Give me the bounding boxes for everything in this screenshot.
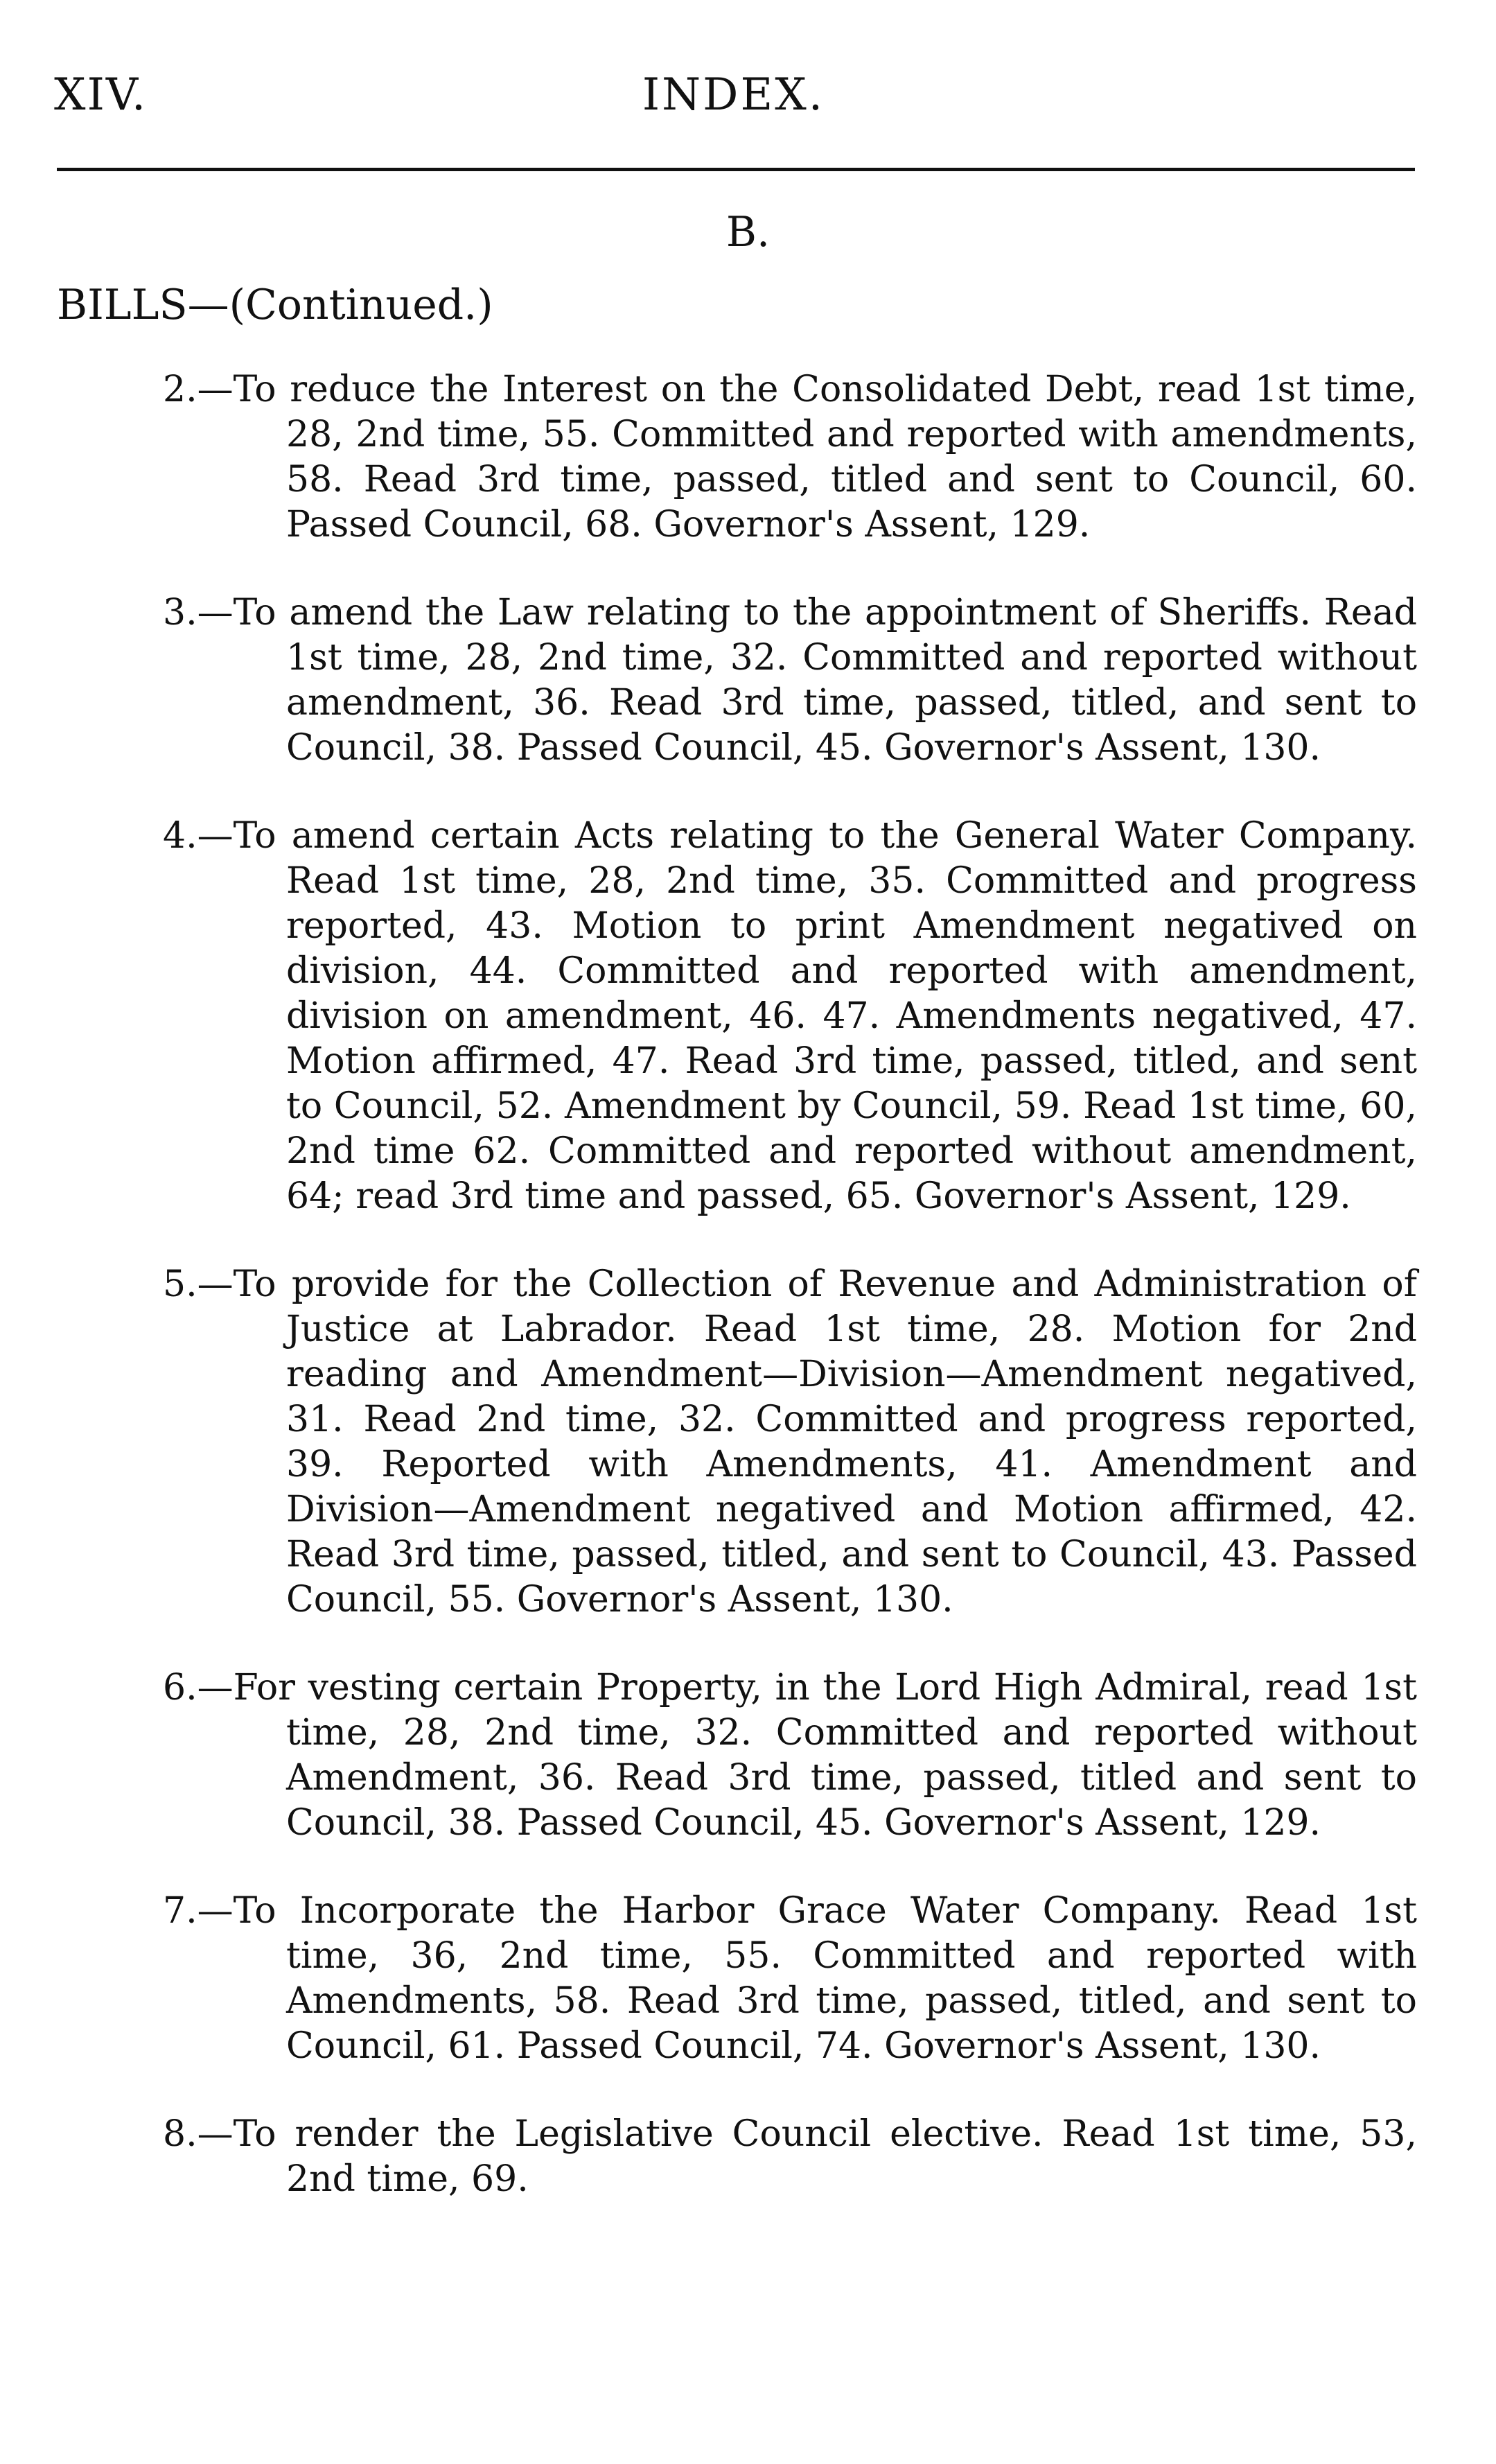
running-head <box>54 69 1413 125</box>
bill-entries <box>163 367 1417 2245</box>
bill-entry-3: 3.—To amend the Law relating to the appointment of Sheriffs. Read 1st time, 28, 2nd time, 32. Committed and reported without amendment, 36. Read 3rd time, passed, titled, and sent to Council, 38. Passed Council, 45. Governor's Assent, 130. <box>163 592 1417 769</box>
page-folio: XIV. <box>54 69 148 121</box>
header-rule <box>57 168 1415 171</box>
page-title: INDEX. <box>642 69 825 121</box>
bill-entry-6: 6.—For vesting certain Property, in the Lord High Admiral, read 1st time, 28, 2nd time, 32. Committed and reported without Amendment, 36. Read 3rd time, passed, titled and sent to Council, 38. Passed Council, 45. Governor's Assent, 129. <box>163 1667 1417 1844</box>
bill-entry-2: 2.—To reduce the Interest on the Consolidated Debt, read 1st time, 28, 2nd time, 55. Committed and reported with amendments, 58. Read 3rd time, passed, titled and sent to Council, 60. Passed Council, 68. Governor's Assent, 129. <box>163 369 1417 545</box>
bill-entry-7: 7.—To Incorporate the Harbor Grace Water Company. Read 1st time, 36, 2nd time, 55. Committed and reported with Amendments, 58. Read 3rd time, passed, titled, and sent to Council, 61. Passed Council, 74. Governor's Assent, 130. <box>163 1890 1417 2067</box>
section-heading: BILLS—(Continued.) <box>57 281 493 329</box>
section-letter: B. <box>725 208 771 256</box>
bill-entry-4: 4.—To amend certain Acts relating to the General Water Company. Read 1st time, 28, 2nd time, 35. Committed and progress reported, 43. Motion to print Amendment negatived on division, 44. Committed and reported with amendment, division on amendment, 46. 47. Amendments negatived, 47. Motion affirmed, 47. Read 3rd time, passed, titled, and sent to Council, 52. Amendment by Council, 59. Read 1st time, 60, 2nd time 62. Committed and reported without amendment, 64; read 3rd time and passed, 65. Governor's Assent, 129. <box>163 815 1417 1217</box>
bill-entry-8: 8.—To render the Legislative Council elective. Read 1st time, 53, 2nd time, 69. <box>163 2113 1417 2200</box>
bill-entry-5: 5.—To provide for the Collection of Revenue and Administration of Justice at Labrador. Read 1st time, 28. Motion for 2nd reading and Amendment—Division—Amendment negatived, 31. Read 2nd time, 32. Committed and progress reported, 39. Reported with Amendments, 41. Amendment and Division—Amendment negatived and Motion affirmed, 42. Read 3rd time, passed, titled, and sent to Council, 43. Passed Council, 55. Governor's Assent, 130. <box>163 1264 1417 1620</box>
